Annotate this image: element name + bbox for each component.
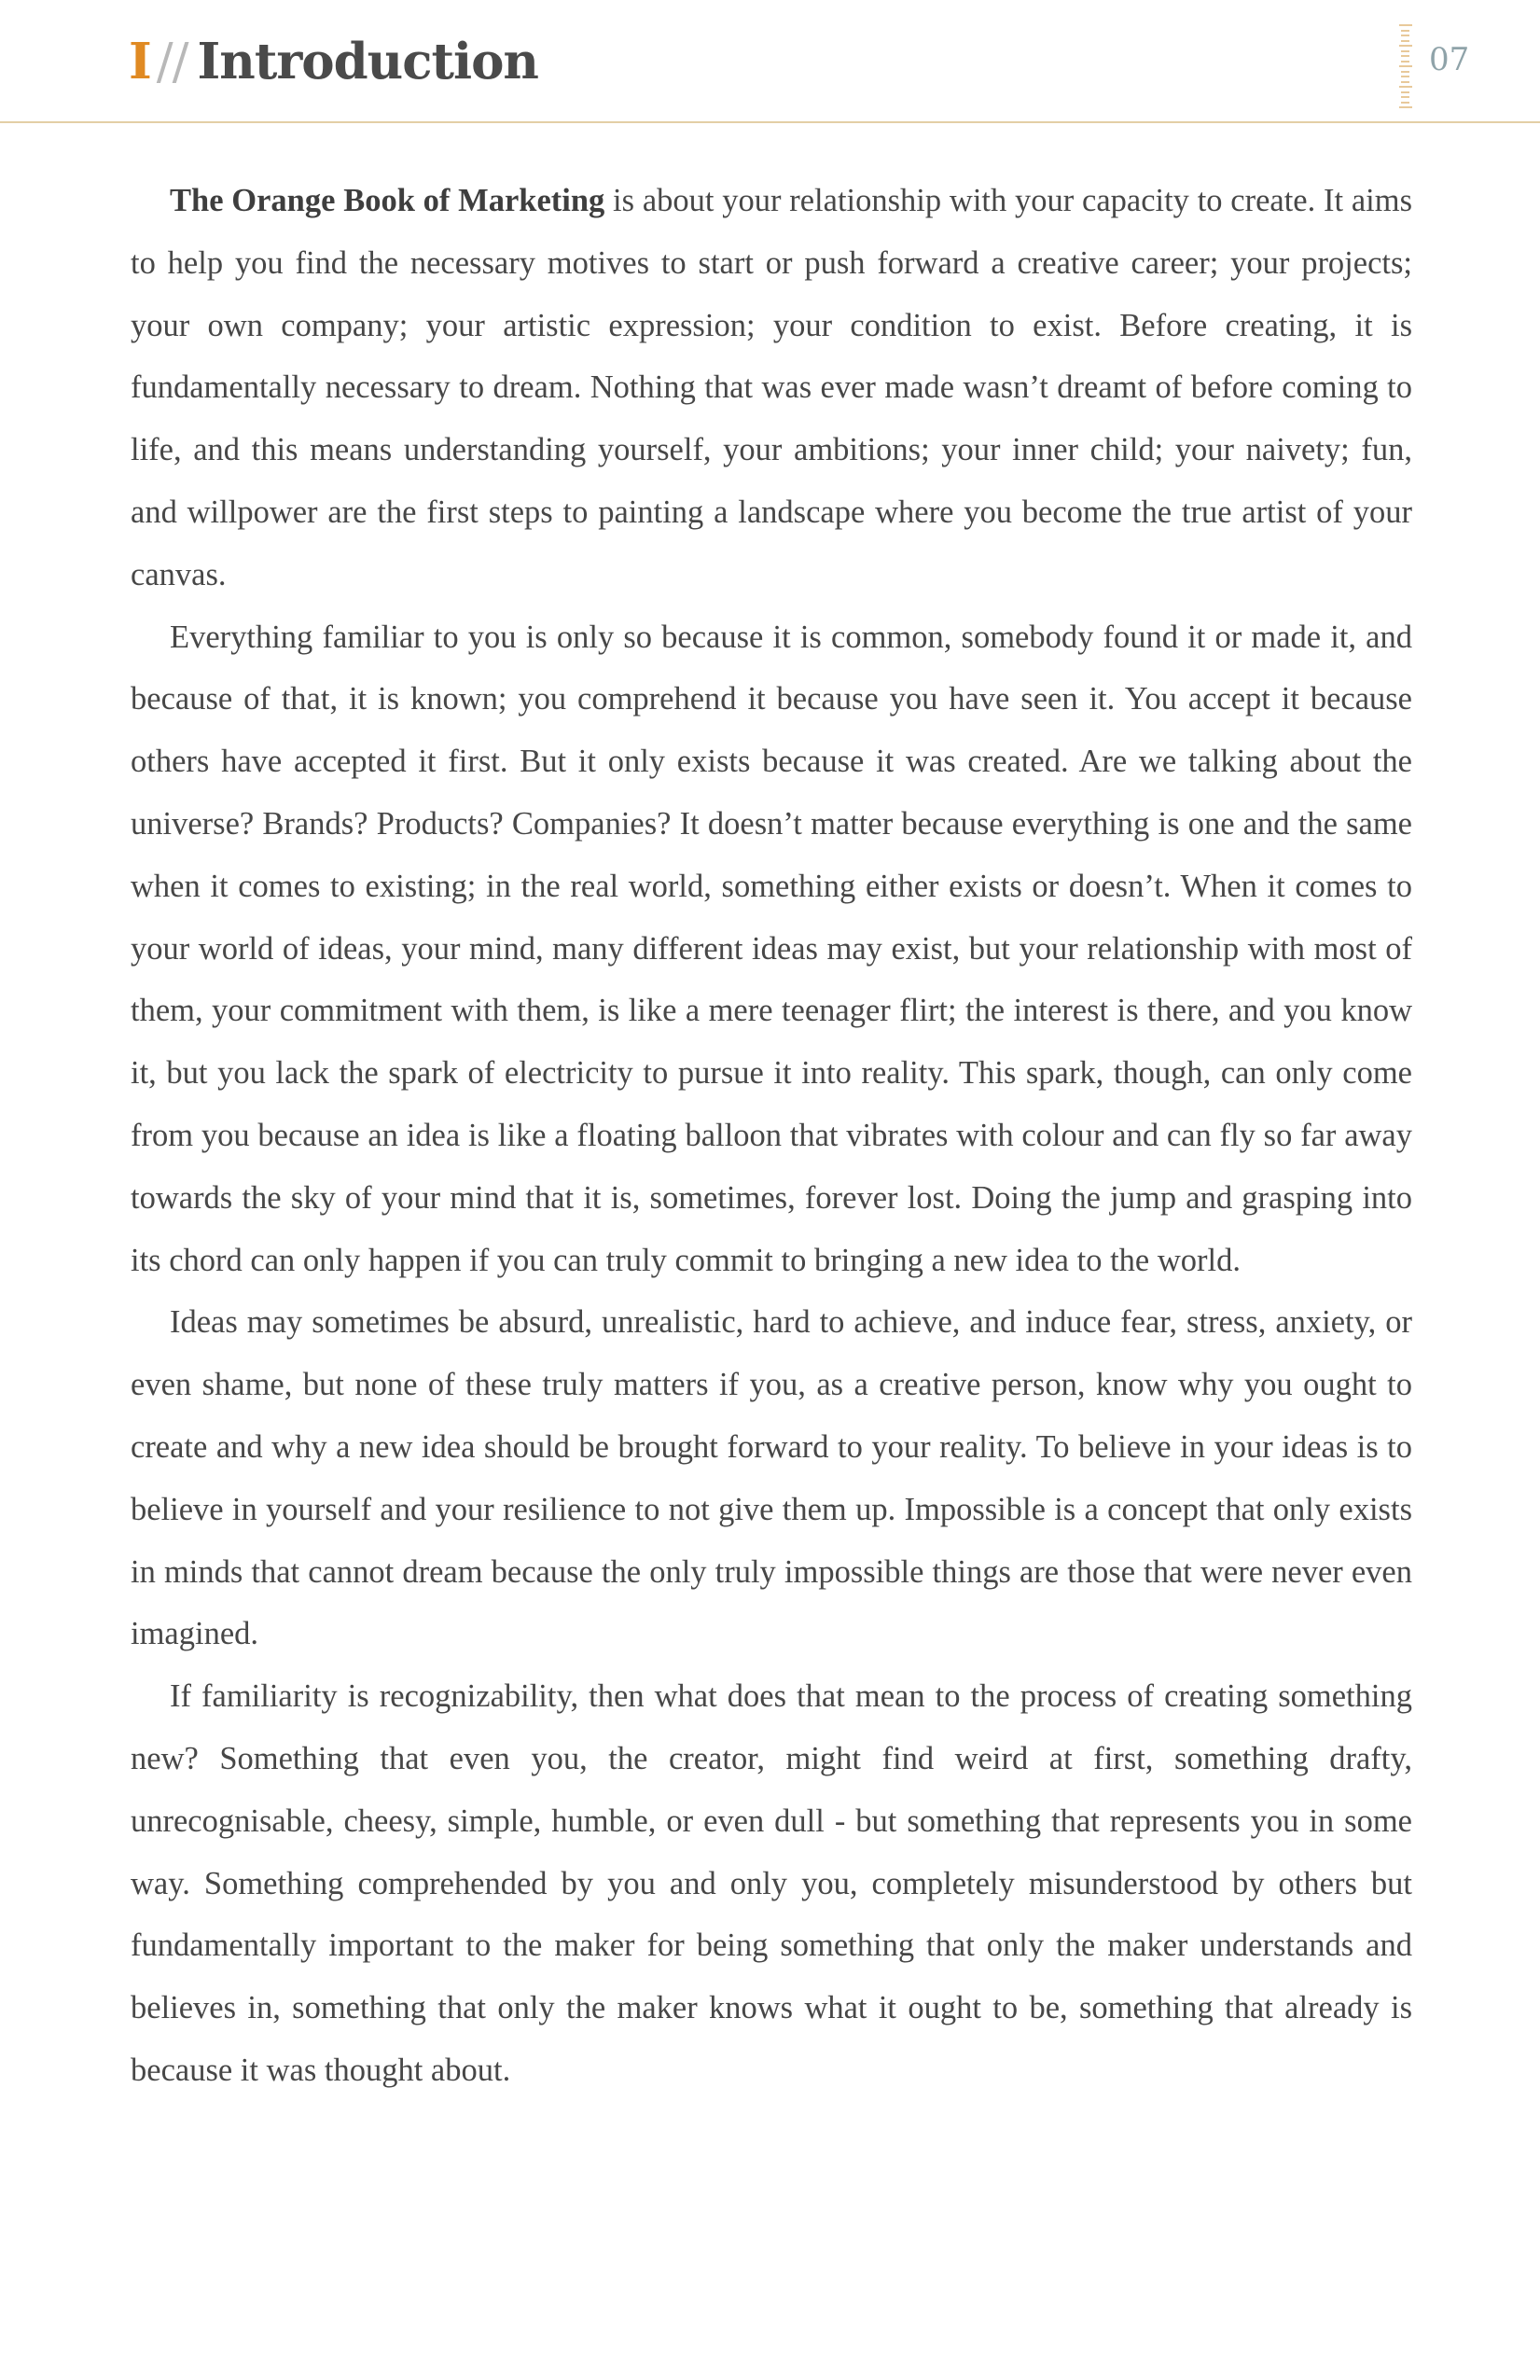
ruler-ornament [1399,24,1412,110]
page-header [0,0,1540,123]
chapter-heading [129,26,538,98]
page-number: 07 [1429,41,1470,78]
chapter-number: I [129,33,151,90]
paragraph-1-text: is about your relationship with your capacity to create. It aims to help you find the necessary motives to start or push forward a creative career; your projects; your own company; your artistic expression; your condition to exist. Before creating, it is fundamentally necessary to dream. Nothing that was ever made wasn’t dreamt of before coming to life, and this means understanding yourself, your ambitions; your inner child; your naivety; fun, and willpower are the first steps to painting a landscape where you become the true artist of your canvas. [131,183,1413,592]
paragraph-1 [131,170,1412,606]
paragraph-2: Everything familiar to you is only so because it is common, somebody found it or made it, and because of that, it is known; you comprehend it because you have seen it. You accept it because others have accepted it first. But it only exists because it was created. Are we talking about the universe? Brands? Products? Companies? It doesn’t matter because everything is one and the same when it comes to existing; in the real world, something either exists or doesn’t. When it comes to your world of ideas, your mind, many different ideas may exist, but your relationship with most of them, your commitment with them, is like a mere teenager flirt; the interest is there, and you know it, but you lack the spark of electricity to pursue it into reality. This spark, though, can only come from you because an idea is like a floating balloon that vibrates with colour and can fly so far away towards the sky of your mind that it is, sometimes, forever lost. Doing the jump and grasping into its chord can only happen if you can truly commit to bringing a new idea to the world. [131,619,1412,1278]
body-text [131,170,1412,2102]
chapter-title: Introduction [197,33,538,90]
book-title-bold: The Orange Book of Marketing [170,183,605,218]
paragraph-4: If familiarity is recognizability, then what does that mean to the process of creating something new? Something that even you, the creator, might find weird at first, something drafty, unrecognisable, cheesy, simple, humble, or even dull - but something that represents you in some way. Something comprehended by you and only you, completely misunderstood by others but fundamentally important to the maker for being something that only the maker understands and believes in, something that only the maker knows what it ought to be, something that already is because it was thought about. [131,1678,1412,2088]
paragraph-3: Ideas may sometimes be absurd, unrealistic, hard to achieve, and induce fear, stress, anxiety, or even shame, but none of these truly matters if you, as a creative person, know why you ought to create and why a new idea should be brought forward to your reality. To believe in your ideas is to believe in yourself and your resilience to not give them up. Impossible is a concept that only exists in minds that cannot dream because the only truly impossible things are those that were never even imagined. [131,1304,1412,1652]
chapter-separator: // [156,34,188,90]
